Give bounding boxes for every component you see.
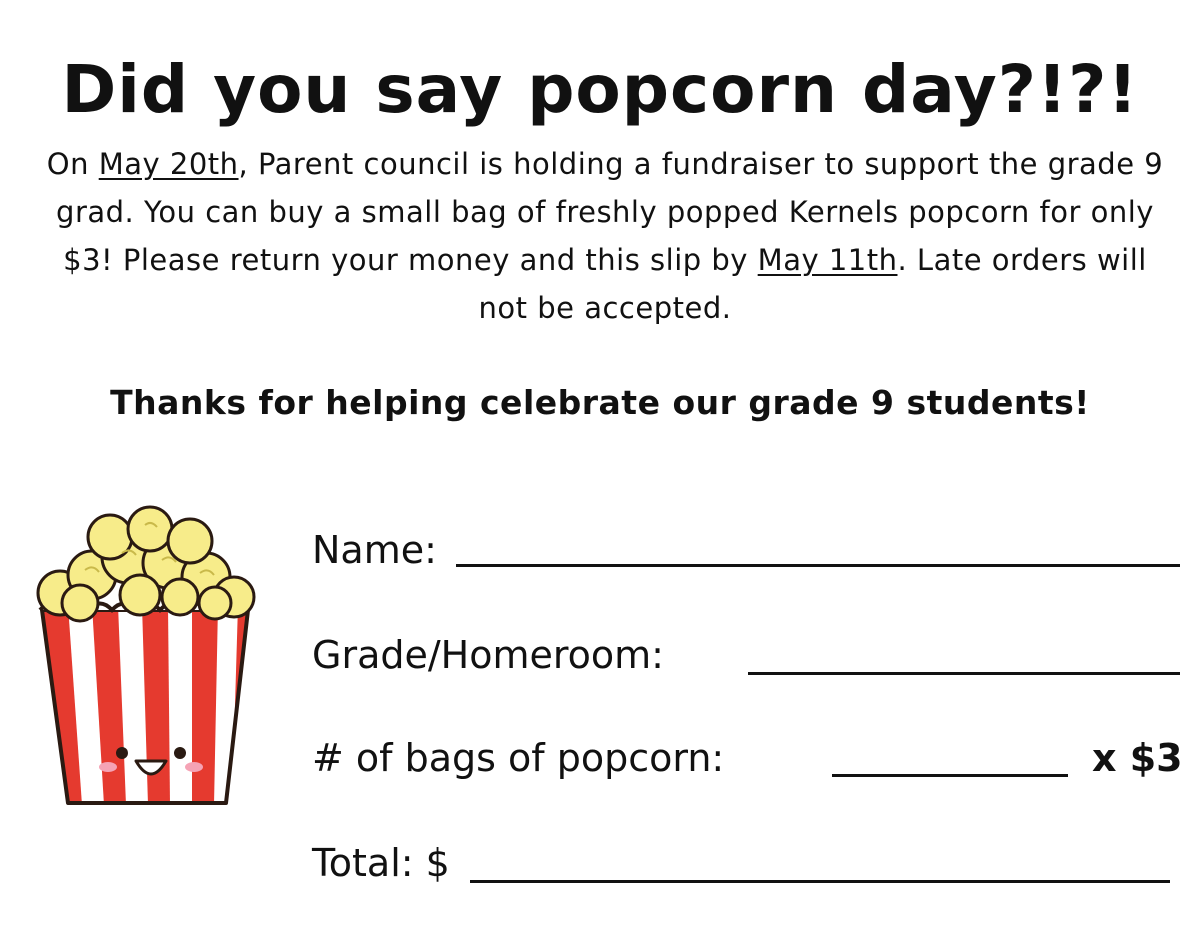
intro-text-3: . Late orders will not be accepted.	[478, 243, 1147, 325]
bags-label: # of bags of popcorn:	[312, 736, 725, 780]
deadline-date: May 11th	[757, 243, 898, 277]
name-field[interactable]	[456, 564, 1180, 567]
thanks-message: Thanks for helping celebrate our grade 9 students!	[110, 383, 1090, 422]
event-date: May 20th	[98, 147, 239, 181]
grade-homeroom-field[interactable]	[748, 672, 1180, 675]
intro-text-2: , Parent council is holding a fundraiser to support the grade 9 grad. You can buy a small bag of freshly popped Kernels popcorn for only $3! Please return your money and this slip by	[56, 147, 1164, 277]
page-title: Did you say popcorn day?!?!	[61, 51, 1139, 128]
grade-homeroom-label: Grade/Homeroom:	[312, 633, 664, 677]
popcorn-bucket-icon	[30, 505, 260, 815]
name-label: Name:	[312, 528, 437, 572]
bags-quantity-field[interactable]	[832, 774, 1068, 777]
intro-paragraph	[40, 140, 1170, 332]
intro-text-1: On	[46, 147, 99, 181]
price-per-bag: x $3	[1092, 736, 1183, 780]
total-label: Total: $	[312, 841, 450, 885]
total-field[interactable]	[470, 880, 1170, 883]
